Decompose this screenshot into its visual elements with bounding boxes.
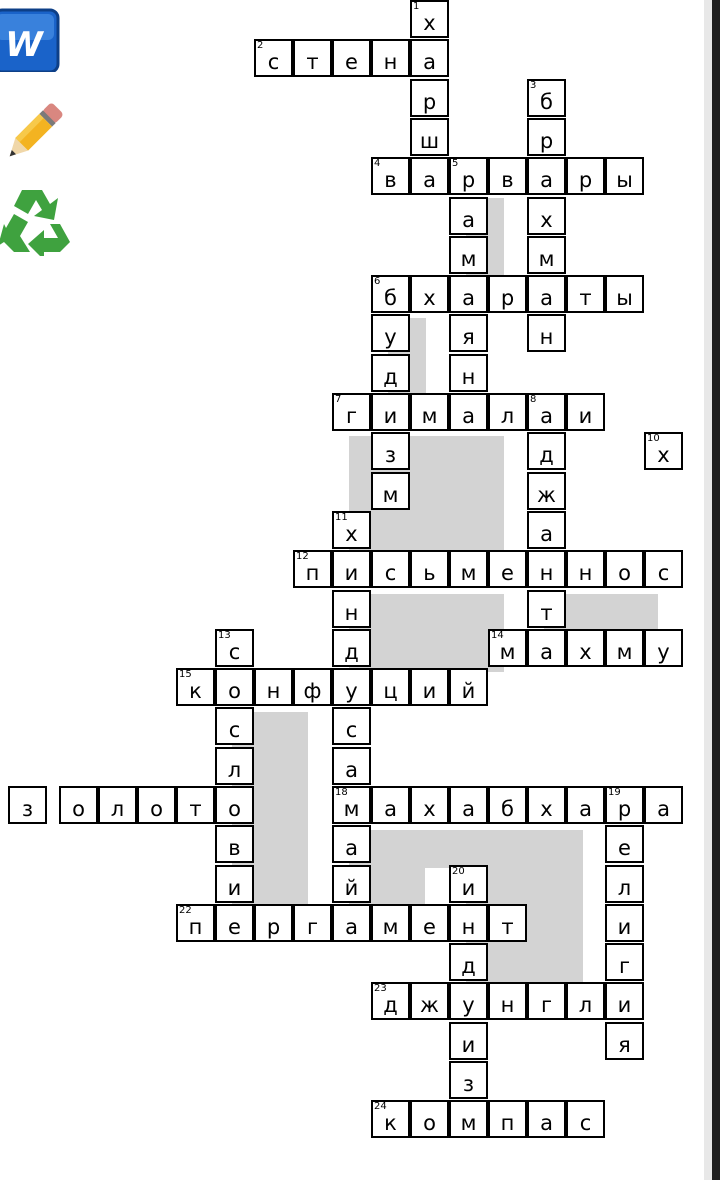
crossword-cell[interactable] [566,1100,605,1138]
cell-letter: р [461,168,476,192]
cell-letter: ь [423,561,436,585]
crossword-cell[interactable] [605,550,644,588]
crossword-cell[interactable] [371,550,410,588]
crossword-cell[interactable] [332,668,371,706]
cell-letter: н [539,561,554,585]
crossword-cell[interactable] [449,982,488,1020]
crossword-cell[interactable] [371,39,410,77]
crossword-cell[interactable] [332,825,371,863]
clue-number: 23 [374,983,387,994]
cell-letter: ж [420,993,439,1017]
crossword-cell[interactable] [527,1100,566,1138]
crossword-cell[interactable] [488,982,527,1020]
crossword-cell[interactable] [410,550,449,588]
cell-letter: в [228,836,241,860]
crossword-cell[interactable] [371,472,410,510]
cell-letter: с [228,718,241,742]
cell-letter: л [227,758,242,782]
crossword-cell[interactable] [371,1100,410,1138]
crossword-cell[interactable] [488,629,527,667]
cell-letter: а [384,797,397,821]
crossword-cell[interactable] [371,904,410,942]
cell-letter: г [618,954,631,978]
cell-letter: м [382,915,399,939]
window-scrollbar[interactable] [704,0,720,1180]
crossword-cell[interactable] [332,904,371,942]
crossword-cell[interactable] [215,786,254,824]
cell-letter: т [189,797,202,821]
clue-number: 15 [179,669,192,680]
crossword-cell[interactable] [293,668,332,706]
crossword-cell[interactable] [527,197,566,235]
crossword-cell[interactable] [605,157,644,195]
crossword-cell[interactable] [605,1022,644,1060]
clue-number: 10 [647,433,660,444]
cell-letter: л [110,797,125,821]
cell-letter: я [462,325,475,349]
cell-letter: й [344,876,359,900]
crossword-cell[interactable] [449,393,488,431]
cell-letter: и [383,404,398,428]
cell-letter: у [384,325,397,349]
cell-letter: х [540,208,553,232]
clue-number: 14 [491,630,504,641]
crossword-cell[interactable] [449,1061,488,1099]
crossword-cell[interactable] [137,786,176,824]
crossword-cell[interactable] [410,982,449,1020]
crossword-cell[interactable] [566,275,605,313]
cell-letter: м [616,640,633,664]
crossword-cell[interactable] [527,236,566,274]
crossword-cell[interactable] [566,629,605,667]
crossword-cell[interactable] [566,786,605,824]
crossword-cell[interactable] [527,275,566,313]
crossword-cell[interactable] [215,825,254,863]
cell-letter: ы [616,286,633,310]
cell-letter: м [460,247,477,271]
crossword-cell[interactable] [215,629,254,667]
cell-letter: и [617,993,632,1017]
clue-number: 3 [530,80,537,91]
crossword-cell[interactable] [371,157,410,195]
cell-letter: и [227,876,242,900]
crossword-cell[interactable] [605,629,644,667]
crossword-cell[interactable] [98,786,137,824]
cell-letter: г [345,404,358,428]
crossword-cell[interactable] [566,157,605,195]
clue-number: 18 [335,787,348,798]
cell-letter: л [578,993,593,1017]
crossword-cell[interactable] [527,432,566,470]
crossword-cell[interactable] [176,904,215,942]
crossword-cell[interactable] [410,0,449,38]
crossword-cell[interactable] [410,393,449,431]
cell-letter: н [500,993,515,1017]
clue-number: 1 [413,1,420,12]
cell-letter: и [617,915,632,939]
cell-letter: р [578,168,593,192]
crossword-cell[interactable] [410,275,449,313]
cell-letter: з [21,797,34,821]
cell-letter: т [579,286,592,310]
cell-letter: о [72,797,85,821]
cell-letter: к [384,1111,397,1135]
crossword-cell[interactable] [176,668,215,706]
crossword-cell[interactable] [410,157,449,195]
cell-letter: р [266,915,281,939]
cell-letter: н [266,679,281,703]
clue-number: 19 [608,787,621,798]
cell-letter: ы [616,168,633,192]
cell-letter: е [423,915,436,939]
cell-letter: а [540,1111,553,1135]
crossword-cell[interactable] [332,590,371,628]
cell-letter: б [384,286,397,310]
crossword-cell[interactable] [605,275,644,313]
crossword-cell[interactable] [449,314,488,352]
crossword-cell[interactable] [254,668,293,706]
crossword-cell[interactable] [449,236,488,274]
cell-letter: й [461,679,476,703]
crossword-cell[interactable] [410,668,449,706]
crossword-cell[interactable] [527,118,566,156]
crossword-cell[interactable] [527,511,566,549]
cell-letter: а [540,640,553,664]
clue-number: 7 [335,394,342,405]
crossword-cell[interactable] [215,865,254,903]
crossword-cell[interactable] [449,786,488,824]
cell-letter: о [618,561,631,585]
cell-letter: а [540,522,553,546]
crossword-cell[interactable] [527,157,566,195]
crossword-cell[interactable] [410,786,449,824]
cell-letter: т [501,915,514,939]
cell-letter: д [344,640,359,664]
crossword-cell[interactable] [410,79,449,117]
crossword-cell[interactable] [410,904,449,942]
crossword-cell[interactable] [410,39,449,77]
crossword-cell[interactable] [371,432,410,470]
cell-letter: м [421,404,438,428]
crossword-cell[interactable] [488,786,527,824]
cell-letter: а [345,758,358,782]
clue-number: 13 [218,630,231,641]
crossword-cell[interactable] [605,825,644,863]
crossword-cell[interactable] [8,786,47,824]
crossword-cell[interactable] [215,668,254,706]
crossword-cell[interactable] [371,275,410,313]
crossword-cell[interactable] [176,786,215,824]
clue-number: 8 [530,394,537,405]
cell-letter: ф [303,679,322,703]
crossword-cell[interactable] [449,275,488,313]
cell-letter: с [579,1111,592,1135]
cell-letter: а [423,50,436,74]
cell-letter: а [540,168,553,192]
cell-letter: г [306,915,319,939]
cell-letter: х [579,640,592,664]
crossword-cell[interactable] [527,393,566,431]
cell-letter: м [538,247,555,271]
crossword-cell[interactable] [488,393,527,431]
crossword-cell[interactable] [605,865,644,903]
crossword-cell[interactable] [371,393,410,431]
crossword-cell[interactable] [449,197,488,235]
clue-number: 22 [179,905,192,916]
crossword-cell[interactable] [449,1100,488,1138]
cell-letter: д [383,993,398,1017]
cell-letter: и [461,1033,476,1057]
cell-letter: я [618,1033,631,1057]
clue-number: 2 [257,40,264,51]
cell-letter: х [423,11,436,35]
cell-letter: в [501,168,514,192]
cell-letter: ш [419,129,440,153]
crossword-cell[interactable] [449,1022,488,1060]
cell-letter: а [345,915,358,939]
cell-letter: в [384,168,397,192]
cell-letter: м [499,640,516,664]
cell-letter: а [540,286,553,310]
crossword-cell[interactable] [254,904,293,942]
crossword-cell[interactable] [293,39,332,77]
crossword-cell[interactable] [371,786,410,824]
crossword-cell[interactable] [332,707,371,745]
cell-letter: н [461,915,476,939]
cell-letter: о [228,679,241,703]
cell-letter: п [188,915,203,939]
crossword-cell[interactable] [332,511,371,549]
cell-letter: а [462,208,475,232]
clue-number: 4 [374,158,381,169]
cell-letter: ж [537,483,556,507]
cell-letter: и [461,876,476,900]
crossword-cell[interactable] [449,943,488,981]
crossword-cell[interactable] [332,629,371,667]
cell-letter: м [343,797,360,821]
crossword-cell[interactable] [527,550,566,588]
cell-letter: м [460,1111,477,1135]
svg-text:W: W [5,25,43,65]
cell-letter: б [540,90,553,114]
crossword-cell[interactable] [527,314,566,352]
crossword-cell[interactable] [566,550,605,588]
crossword-cell[interactable] [605,982,644,1020]
cell-letter: у [345,679,358,703]
cell-letter: н [461,365,476,389]
crossword-cell[interactable] [215,747,254,785]
cell-letter: а [462,286,475,310]
cell-letter: п [500,1111,515,1135]
cell-letter: х [540,797,553,821]
crossword-cell[interactable] [449,668,488,706]
cell-letter: н [383,50,398,74]
cell-letter: н [344,601,359,625]
clue-number: 5 [452,158,459,169]
crossword-cell[interactable] [293,904,332,942]
crossword-cell[interactable] [449,354,488,392]
cell-letter: е [501,561,514,585]
cell-letter: з [384,443,397,467]
cell-letter: з [462,1072,475,1096]
crossword-cell[interactable] [644,432,683,470]
cell-letter: х [345,522,358,546]
cell-letter: х [657,443,670,467]
crossword-cell[interactable] [527,786,566,824]
crossword-cell[interactable] [59,786,98,824]
cell-letter: и [578,404,593,428]
shaded-block [349,594,504,672]
cell-letter: у [462,993,475,1017]
cell-letter: х [423,286,436,310]
crossword-cell[interactable] [566,982,605,1020]
crossword-cell[interactable] [488,550,527,588]
clue-number: 12 [296,551,309,562]
cell-letter: г [540,993,553,1017]
cell-letter: м [382,483,399,507]
cell-letter: е [345,50,358,74]
cell-letter: а [657,797,670,821]
crossword-cell[interactable] [332,39,371,77]
crossword-cell[interactable] [488,904,527,942]
cell-letter: у [657,640,670,664]
crossword-cell[interactable] [488,275,527,313]
crossword-cell[interactable] [527,472,566,510]
crossword-cell[interactable] [371,354,410,392]
crossword-cell[interactable] [449,904,488,942]
crossword-cell[interactable] [293,550,332,588]
crossword-cell[interactable] [449,865,488,903]
cell-letter: а [423,168,436,192]
crossword-cell[interactable] [254,39,293,77]
crossword-cell[interactable] [488,157,527,195]
crossword-cell[interactable] [605,904,644,942]
crossword-cell[interactable] [449,550,488,588]
cell-letter: л [617,876,632,900]
cell-letter: е [618,836,631,860]
crossword-cell[interactable] [371,668,410,706]
cell-letter: п [305,561,320,585]
shaded-block [349,830,583,868]
cell-letter: ц [383,679,398,703]
cell-letter: а [579,797,592,821]
crossword-cell[interactable] [371,314,410,352]
cell-letter: р [617,797,632,821]
cell-letter: д [461,954,476,978]
crossword-cell[interactable] [605,943,644,981]
clue-number: 24 [374,1101,387,1112]
cell-letter: о [423,1111,436,1135]
cell-letter: р [422,90,437,114]
cell-letter: х [423,797,436,821]
cell-letter: д [539,443,554,467]
cell-letter: а [462,797,475,821]
crossword-cell[interactable] [605,786,644,824]
cell-letter: м [460,561,477,585]
crossword-cell[interactable] [527,590,566,628]
cell-letter: н [578,561,593,585]
crossword-cell[interactable] [644,629,683,667]
cell-letter: с [384,561,397,585]
cell-letter: т [540,601,553,625]
cell-letter: е [228,915,241,939]
cell-letter: с [345,718,358,742]
crossword-cell[interactable] [215,707,254,745]
scrollbar-track[interactable] [712,0,720,1180]
clue-number: 20 [452,866,465,877]
cell-letter: л [500,404,515,428]
crossword-cell[interactable] [449,157,488,195]
crossword-cell[interactable] [566,393,605,431]
cell-letter: т [306,50,319,74]
crossword-cell[interactable] [488,1100,527,1138]
cell-letter: р [539,129,554,153]
cell-letter: к [189,679,202,703]
cell-letter: о [150,797,163,821]
cell-letter: н [539,325,554,349]
crossword-cell[interactable] [527,982,566,1020]
crossword-cell[interactable] [332,550,371,588]
cell-letter: и [422,679,437,703]
crossword-cell[interactable] [527,629,566,667]
cell-letter: д [383,365,398,389]
crossword-cell[interactable] [410,118,449,156]
cell-letter: с [267,50,280,74]
crossword-cell[interactable] [332,747,371,785]
cell-letter: а [540,404,553,428]
crossword-cell[interactable] [410,1100,449,1138]
cell-letter: б [501,797,514,821]
cell-letter: о [228,797,241,821]
cell-letter: а [462,404,475,428]
crossword-cell[interactable] [332,786,371,824]
cell-letter: и [344,561,359,585]
clue-number: 11 [335,512,348,523]
crossword-cell[interactable] [332,393,371,431]
crossword-cell[interactable] [215,904,254,942]
cell-letter: р [500,286,515,310]
crossword-cell[interactable] [644,786,683,824]
cell-letter: с [657,561,670,585]
crossword-cell[interactable] [527,79,566,117]
cell-letter: с [228,640,241,664]
clue-number: 6 [374,276,381,287]
crossword-cell[interactable] [644,550,683,588]
cell-letter: а [345,836,358,860]
crossword-cell[interactable] [332,865,371,903]
crossword-cell[interactable] [371,982,410,1020]
